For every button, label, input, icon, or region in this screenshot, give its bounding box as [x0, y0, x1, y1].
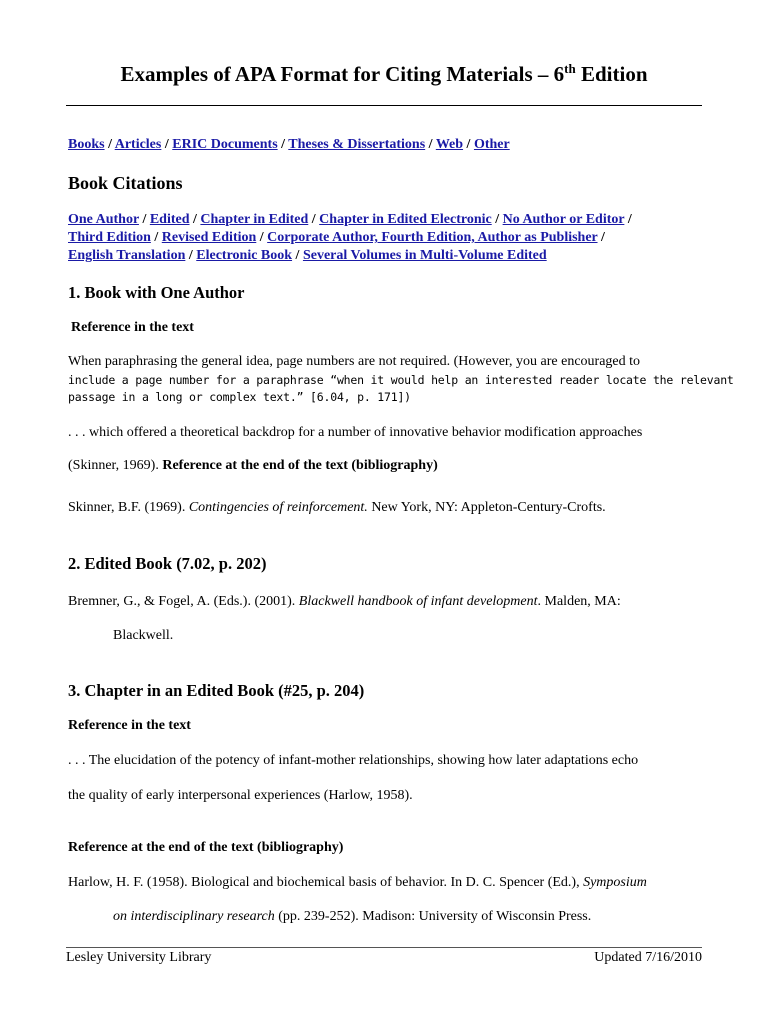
section3-quote1: . . . The elucidation of the potency of infant-mother relationships, showing how later adaptations echo — [68, 753, 639, 768]
book-citation-links-line2 — [68, 230, 605, 246]
book-citations-heading: Book Citations — [68, 173, 183, 193]
link-separator: / — [425, 137, 436, 152]
link-revised-edition[interactable]: Revised Edition — [161, 230, 257, 245]
top-nav — [68, 137, 510, 153]
link-separator: / — [277, 137, 289, 152]
section1-para3: passage in a long or complex text.” [6.04, p. 171]) — [68, 390, 411, 404]
link-one-author[interactable]: One Author — [68, 212, 139, 227]
section1-ref-end: Reference at the end of the text (bibliography) — [162, 458, 438, 473]
section3-bibliography: Harlow, H. F. (1958). Biological and biochemical basis of behavior. In D. C. Spencer (Ed.), Symposium — [68, 875, 647, 890]
link-separator: / — [463, 137, 474, 152]
link-web[interactable]: Web — [435, 137, 464, 152]
link-separator: / — [138, 212, 150, 227]
link-separator: / — [104, 137, 115, 152]
section2-bibliography-cont: Blackwell. — [113, 628, 174, 643]
section1-para1: When paraphrasing the general idea, page numbers are not required. (However, you are encouraged to — [68, 354, 641, 369]
section1-ref-in-text: Reference in the text — [71, 320, 194, 335]
link-separator: / — [185, 248, 197, 263]
book-citation-links-line3 — [68, 248, 547, 264]
link-separator: / — [161, 137, 173, 152]
link-separator: / — [491, 212, 503, 227]
link-separator: / — [150, 230, 162, 245]
link-articles[interactable]: Articles — [114, 137, 162, 152]
link-chapter-in-edited-electronic[interactable]: Chapter in Edited Electronic — [319, 212, 492, 227]
footer-right: Updated 7/16/2010 — [594, 950, 702, 965]
footer-left: Lesley University Library — [66, 950, 212, 965]
link-english-translation[interactable]: English Translation — [68, 248, 186, 263]
section1-para2: include a page number for a paraphrase “when it would help an interested reader locate the relevant — [68, 373, 734, 387]
section2-heading: 2. Edited Book (7.02, p. 202) — [68, 554, 267, 573]
page-title: Examples of APA Format for Citing Materials – 6th Edition — [120, 61, 648, 86]
book-citation-links-line1 — [68, 212, 632, 228]
section3-heading: 3. Chapter in an Edited Book (#25, p. 204) — [68, 681, 365, 700]
footer-divider — [66, 947, 702, 948]
link-eric-documents[interactable]: ERIC Documents — [172, 137, 278, 152]
link-corporate-author-fourth-edition-author-as-publisher[interactable]: Corporate Author, Fourth Edition, Author as Publisher — [267, 230, 598, 245]
section1-heading: 1. Book with One Author — [68, 283, 245, 302]
link-chapter-in-edited[interactable]: Chapter in Edited — [200, 212, 309, 227]
section3-ref-in-text: Reference in the text — [68, 718, 191, 733]
link-separator: / — [597, 230, 605, 245]
section3-ref-end: Reference at the end of the text (bibliography) — [68, 840, 344, 855]
section1-cite: (Skinner, 1969). — [68, 458, 163, 473]
link-separator: / — [308, 212, 320, 227]
section3-quote2: the quality of early interpersonal experiences (Harlow, 1958). — [68, 788, 413, 803]
section1-bibliography: Skinner, B.F. (1969). Contingencies of reinforcement. New York, NY: Appleton-Century-Crofts. — [68, 500, 606, 515]
link-separator: / — [189, 212, 201, 227]
section3-bibliography-cont: on interdisciplinary research (pp. 239-252). Madison: University of Wisconsin Press. — [113, 909, 592, 924]
section2-bibliography: Bremner, G., & Fogel, A. (Eds.). (2001). Blackwell handbook of infant development. Malden, MA: — [68, 594, 621, 609]
link-books[interactable]: Books — [68, 137, 105, 152]
link-electronic-book[interactable]: Electronic Book — [196, 248, 293, 263]
link-separator: / — [624, 212, 632, 227]
link-theses-dissertations[interactable]: Theses & Dissertations — [288, 137, 426, 152]
link-several-volumes-in-multi-volume-edited[interactable]: Several Volumes in Multi-Volume Edited — [302, 248, 547, 263]
link-third-edition[interactable]: Third Edition — [68, 230, 151, 245]
section1-quote: . . . which offered a theoretical backdrop for a number of innovative behavior modification approaches — [68, 425, 643, 440]
link-separator: / — [256, 230, 268, 245]
link-edited[interactable]: Edited — [149, 212, 190, 227]
title-divider — [66, 105, 702, 106]
link-other[interactable]: Other — [473, 137, 510, 152]
link-no-author-or-editor[interactable]: No Author or Editor — [502, 212, 625, 227]
section1-cite-line — [68, 458, 438, 474]
link-separator: / — [292, 248, 303, 263]
